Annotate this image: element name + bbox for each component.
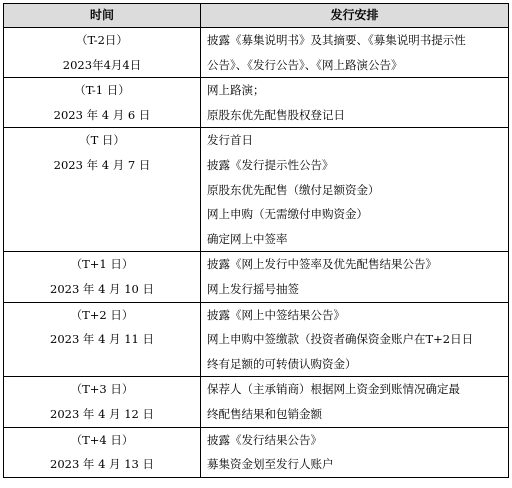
day-label: （T+4 日） xyxy=(70,432,134,447)
day-label: （T-2日） xyxy=(76,33,128,47)
schedule-cell xyxy=(201,427,509,477)
date-label: 2023 年 4 月 6 日 xyxy=(53,107,151,122)
day-label: （T 日） xyxy=(79,133,125,148)
day-label: （T+3 日） xyxy=(70,382,134,397)
date-label: 2023 年 4 月 13 日 xyxy=(50,457,154,472)
time-cell xyxy=(4,427,201,477)
day-label: （T-1 日） xyxy=(74,83,130,98)
day-label: （T+2 日） xyxy=(70,307,134,322)
time-cell xyxy=(4,377,201,427)
schedule-line: 原股东优先配售（缴付足额资金） xyxy=(207,182,380,197)
schedule-line: 原股东优先配售股权登记日 xyxy=(207,107,345,122)
table-row xyxy=(4,252,509,302)
table-row xyxy=(4,302,509,377)
date-label: 2023 年 4 月 11 日 xyxy=(50,332,154,347)
issuance-schedule-table xyxy=(3,3,509,478)
schedule-line: 终有足额的可转债认购资金） xyxy=(207,356,357,371)
time-header: 时间 xyxy=(4,4,201,28)
schedule-line: 终配售结果和包销金额 xyxy=(207,406,322,421)
day-label: （T+1 日） xyxy=(70,257,134,272)
time-cell xyxy=(4,128,201,252)
schedule-line: 披露《网上发行中签率及优先配售结果公告》 xyxy=(207,257,437,272)
schedule-cell xyxy=(201,377,509,427)
time-cell xyxy=(4,252,201,302)
date-label: 2023 年 4 月 7 日 xyxy=(53,157,151,172)
schedule-line: 网上路演； xyxy=(207,83,265,98)
schedule-line: 披露《募集说明书》及其摘要、《募集说明书提示性 xyxy=(207,33,466,47)
schedule-cell xyxy=(201,128,509,252)
schedule-cell xyxy=(201,78,509,128)
schedule-line: 发行首日 xyxy=(207,133,253,148)
schedule-line: 公告》、《发行公告》、《网上路演公告》 xyxy=(207,57,403,72)
schedule-line: 确定网上中签率 xyxy=(207,231,288,246)
schedule-line: 网上申购（无需缴付申购资金） xyxy=(207,207,368,222)
schedule-cell xyxy=(201,252,509,302)
date-label: 2023 年 4 月 12 日 xyxy=(50,406,154,421)
time-cell xyxy=(4,302,201,377)
header-row xyxy=(4,4,509,28)
table-row xyxy=(4,78,509,128)
schedule-cell xyxy=(201,28,509,78)
date-label: 2023年4月4日 xyxy=(62,57,142,72)
table-row xyxy=(4,427,509,477)
schedule-line: 保荐人（主承销商）根据网上资金到账情况确定最 xyxy=(207,382,460,397)
table-row xyxy=(4,377,509,427)
schedule-line: 披露《发行提示性公告》 xyxy=(207,157,334,172)
time-cell xyxy=(4,28,201,78)
schedule-header: 发行安排 xyxy=(201,4,509,28)
schedule-line: 网上申购中签缴款（投资者确保资金账户在T+2日日 xyxy=(207,332,474,347)
date-label: 2023 年 4 月 10 日 xyxy=(50,281,154,296)
schedule-line: 募集资金划至发行人账户 xyxy=(207,457,334,472)
time-cell xyxy=(4,78,201,128)
table-row xyxy=(4,128,509,252)
schedule-cell xyxy=(201,302,509,377)
schedule-line: 披露《网上中签结果公告》 xyxy=(207,307,345,322)
schedule-line: 网上发行摇号抽签 xyxy=(207,281,299,296)
schedule-line: 披露《发行结果公告》 xyxy=(207,432,322,447)
table-row xyxy=(4,28,509,78)
